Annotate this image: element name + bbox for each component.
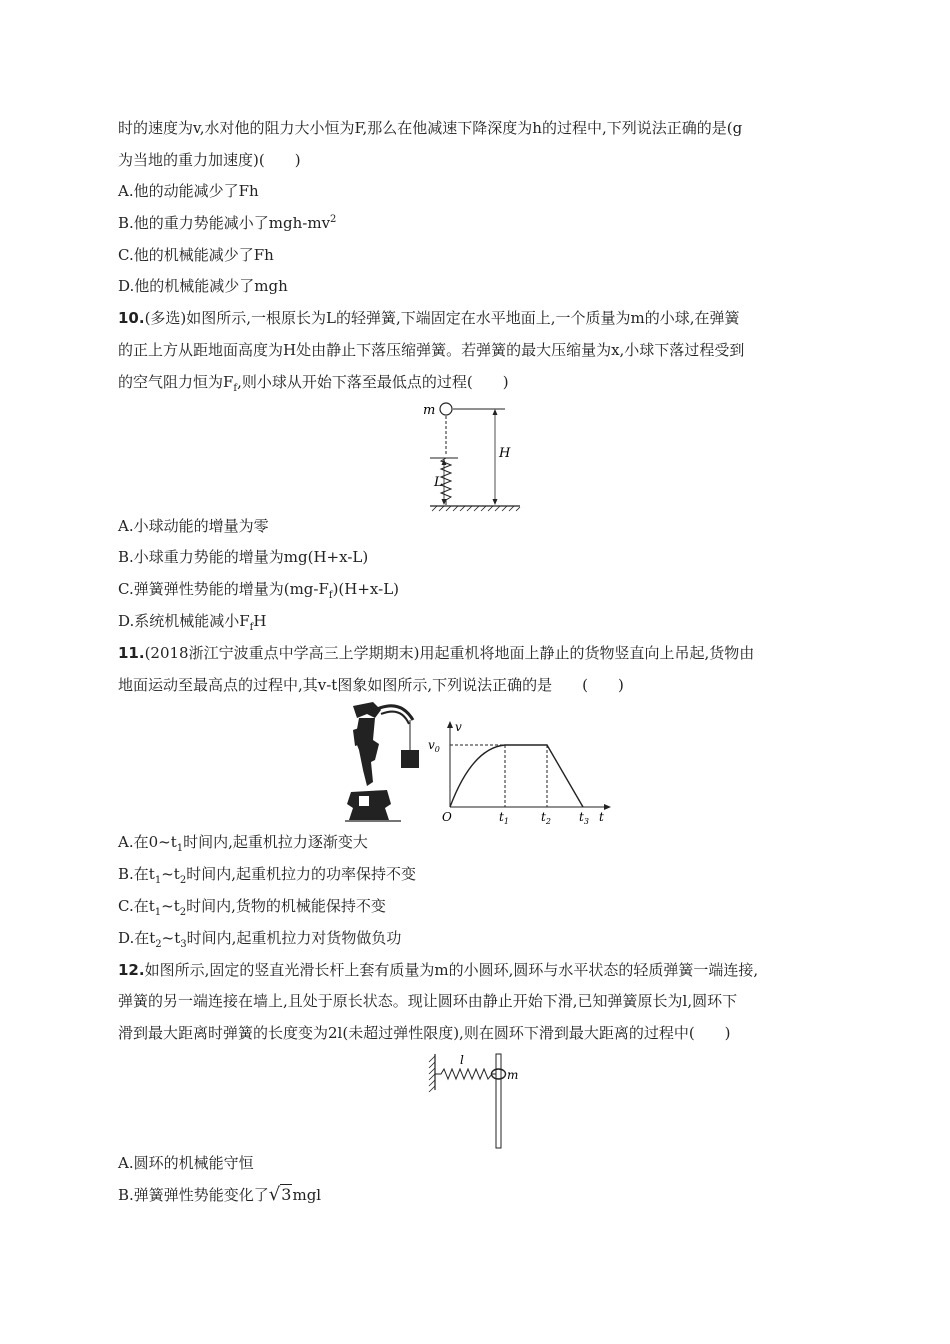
q12-stem-text1: 如图所示,固定的竖直光滑长杆上套有质量为m的小圆环,圆环与水平状态的轻质弹簧一端连接, — [144, 961, 759, 979]
h-arrow-head-up — [493, 409, 498, 415]
q10-number: 10. — [118, 309, 145, 327]
q12-stem-line2: 弹簧的另一端连接在墙上,且处于原长状态。现让圆环由静止开始下滑,已知弹簧原长为l,圆环下 — [118, 992, 738, 1010]
horizontal-spring-icon — [435, 1069, 496, 1079]
q11-option-d-text2: ~t — [161, 929, 181, 947]
q11-stem-text1: (2018浙江宁波重点中学高三上学期期末)用起重机将地面上静止的货物竖直向上吊起,货物由 — [144, 644, 755, 662]
q11-option-d — [118, 928, 401, 948]
q12-stem-line3: 滑到最大距离时弹簧的长度变为2l(未超过弹性限度),则在圆环下滑到最大距离的过程中( ) — [118, 1024, 731, 1042]
q11-stem-line2: 地面运动至最高点的过程中,其v-t图象如图所示,下列说法正确的是 ( ) — [118, 676, 624, 694]
q10-stem-line1 — [118, 308, 740, 328]
crane-boom-icon — [375, 706, 413, 720]
spring-ball-figure — [420, 398, 530, 518]
t-axis-arrow — [604, 804, 611, 810]
q11-option-b-text1: B.在t — [118, 865, 155, 883]
q11-option-d-text1: D.在t — [118, 929, 156, 947]
q11-option-c-text2: ~t — [161, 897, 180, 915]
figure-label-m: m — [423, 403, 436, 418]
v-axis-arrow — [447, 721, 453, 728]
v-axis-label: v — [455, 720, 462, 734]
q9-option-d: D.他的机械能减少了mgh — [118, 277, 288, 295]
ball-icon — [440, 403, 452, 415]
q11-option-b-sub1: 1 — [154, 875, 162, 886]
q11-option-a-sub: 1 — [176, 843, 184, 854]
figure-label-m: m — [507, 1068, 519, 1082]
q9-option-b-text: B.他的重力势能减小了mgh-mv — [118, 214, 331, 232]
q11-option-c-sub2: 2 — [179, 907, 187, 918]
q10-option-d-sub: f — [249, 622, 254, 633]
q10-option-a: A.小球动能的增量为零 — [118, 517, 269, 535]
crane-boom-inner-icon — [381, 712, 409, 724]
q11-option-c-text1: C.在t — [118, 897, 155, 915]
q9-option-c: C.他的机械能减少了Fh — [118, 246, 274, 264]
q10-option-d — [118, 611, 266, 631]
q10-stem-text3a: 的空气阻力恒为F — [118, 373, 234, 391]
q11-option-b-text2: ~t — [161, 865, 180, 883]
t2-label: $t_2$ — [541, 810, 551, 826]
q12-option-b — [118, 1185, 321, 1205]
q10-stem-line2: 的正上方从距地面高度为H处由静止下落压缩弹簧。若弹簧的最大压缩量为x,小球下落过程受到 — [118, 341, 745, 359]
q12-option-b-text2: mgl — [292, 1186, 322, 1204]
q9-stem-line2: 为当地的重力加速度)( ) — [118, 151, 301, 169]
ring-spring-figure — [425, 1050, 535, 1155]
q10-option-d-text1: D.系统机械能减小F — [118, 612, 250, 630]
q11-option-c-text3: 时间内,货物的机械能保持不变 — [186, 897, 386, 915]
q11-option-c-sub1: 1 — [154, 907, 162, 918]
figure-label-L: L — [434, 475, 443, 490]
q11-option-c — [118, 896, 386, 916]
crane-figure — [345, 700, 425, 825]
q9-option-a: A.他的动能减少了Fh — [118, 182, 259, 200]
q11-option-d-sub1: 2 — [155, 939, 162, 950]
vt-graph — [425, 715, 625, 827]
q11-option-b-text3: 时间内,起重机拉力的功率保持不变 — [186, 865, 416, 883]
vt-curve — [450, 745, 583, 807]
q11-option-b-sub2: 2 — [179, 875, 187, 886]
q10-option-c-sub: f — [328, 590, 333, 601]
q10-option-c — [118, 579, 399, 599]
q11-option-d-text3: 时间内,起重机拉力对货物做负功 — [186, 929, 402, 947]
q11-option-a-text2: 时间内,起重机拉力逐渐变大 — [183, 833, 368, 851]
figure-label-H: H — [499, 446, 511, 461]
q12-option-a: A.圆环的机械能守恒 — [118, 1154, 254, 1172]
wall-hatch — [429, 1056, 435, 1092]
t1-label: $t_1$ — [499, 810, 509, 826]
q11-option-b — [118, 864, 416, 884]
q9-option-b — [118, 213, 336, 233]
cargo-box-icon — [401, 750, 419, 768]
q12-option-b-text1: B.弹簧弹性势能变化了 — [118, 1186, 269, 1204]
crane-base-window — [359, 796, 369, 806]
t3-label: $t_3$ — [579, 810, 589, 826]
h-arrow-head-down — [493, 499, 498, 505]
v0-label: $v_0$ — [428, 738, 440, 754]
t-axis-label: t — [599, 810, 604, 824]
q10-option-c-text1: C.弹簧弹性势能的增量为(mg-F — [118, 580, 329, 598]
q10-option-d-text2: H — [253, 612, 267, 630]
vertical-rod — [496, 1054, 501, 1148]
sqrt-radicand: 3 — [281, 1185, 292, 1204]
sqrt-symbol: √ — [268, 1184, 281, 1205]
q12-stem-line1 — [118, 960, 758, 980]
origin-label: O — [442, 810, 452, 824]
q10-option-c-text2: )(H+x-L) — [332, 580, 400, 598]
ground-hatch — [432, 506, 520, 511]
q11-option-a — [118, 832, 368, 852]
q10-stem-line3 — [118, 372, 509, 392]
q9-stem-line1: 时的速度为v,水对他的阻力大小恒为F,那么在他减速下降深度为h的过程中,下列说法正确的是(g — [118, 119, 743, 137]
q11-option-a-text1: A.在0~t — [118, 833, 177, 851]
q10-stem-text3b: ,则小球从开始下落至最低点的过程( ) — [237, 373, 509, 391]
q11-stem-line1 — [118, 643, 754, 663]
q11-option-d-sub2: 3 — [180, 939, 187, 950]
q12-number: 12. — [118, 961, 145, 979]
q9-option-b-exponent: 2 — [330, 214, 337, 225]
q10-option-b: B.小球重力势能的增量为mg(H+x-L) — [118, 548, 369, 566]
figure-label-l: l — [460, 1053, 464, 1067]
q10-stem-sub: f — [233, 383, 238, 394]
q10-stem-text1: (多选)如图所示,一根原长为L的轻弹簧,下端固定在水平地面上,一个质量为m的小球,在弹簧 — [144, 309, 740, 327]
q11-number: 11. — [118, 644, 145, 662]
